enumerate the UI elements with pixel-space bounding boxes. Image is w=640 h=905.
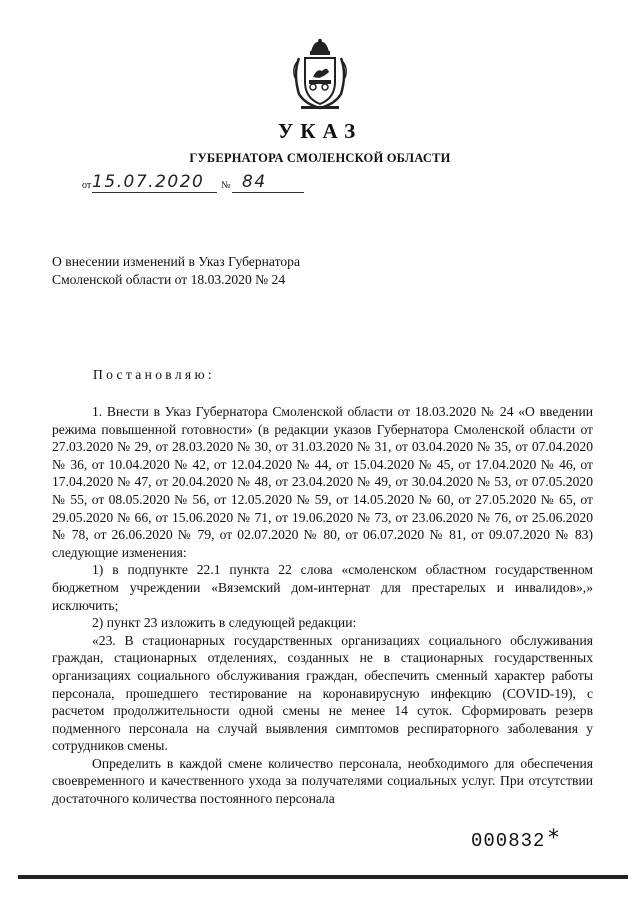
number-underline [232, 192, 304, 193]
paragraph: «23. В стационарных государственных организациях социального обслуживания граждан, стационарных отделениях, созданных не в стационарных государственных организациях социального обслуживания граждан, обеспечить сменный характер работы персонала, прошедшего тестирование на коронавирусную инфекцию (COVID-19), с расчетом продолжительности одной смены не менее 14 суток. Сформировать резерв подменного персонала на случай выявления симптомов респираторного заболевания у сотрудников смены. [52, 632, 593, 754]
paragraph: 2) пункт 23 изложить в следующей редакции: [92, 615, 357, 631]
page-edge-line [18, 875, 628, 879]
handwritten-date: 15.07.2020 [92, 172, 205, 192]
date-underline [92, 192, 217, 193]
document-issuer: ГУБЕРНАТОРА СМОЛЕНСКОЙ ОБЛАСТИ [189, 151, 451, 165]
document-title: УКАЗ [277, 119, 363, 143]
serial-mark: * [548, 826, 559, 851]
paragraph: 1. Внести в Указ Губернатора Смоленской области от 18.03.2020 № 24 «О введении режима повышенной готовности» (в редакции указов Губернатора Смоленской области от 27.03.2020 № 29, от 28.03.2020 № 30, от 31.03.2020 № 31, от 03.04.2020 № 35, от 07.04.2020 № 36, от 10.04.2020 № 42, от 12.04.2020 № 44, от 15.04.2020 № 45, от 17.04.2020 № 46, от 17.04.2020 № 47, от 20.04.2020 № 48, от 23.04.2020 № 49, от 30.04.2020 № 53, от 07.05.2020 № 55, от 08.05.2020 № 56, от 12.05.2020 № 59, от 14.05.2020 № 60, от 27.05.2020 № 65, от 29.05.2020 № 66, от 15.06.2020 № 71, от 19.06.2020 № 73, от 23.06.2020 № 76, от 25.06.2020 № 78, от 26.06.2020 № 79, от 02.07.2020 № 80, от 06.07.2020 № 81, от 09.07.2020 № 83) следующие изменения: [52, 404, 593, 560]
date-prefix: от [82, 180, 92, 191]
smolensk-coat-of-arms-icon [289, 38, 351, 112]
serial-number: 000832 [471, 830, 546, 852]
paragraph: 1) в подпункте 22.1 пункта 22 слова «смоленском областном государственном бюджетном учреждении «Вяземский дом-интернат для престарелых и инвалидов»,» исключить; [52, 562, 593, 613]
number-prefix: № [221, 180, 231, 191]
date-number-line [82, 171, 382, 197]
decree-word: Постановляю: [93, 367, 216, 382]
document-heading: О внесении изменений в Указ Губернатора Смоленской области от 18.03.2020 № 24 [52, 254, 300, 287]
paragraph: Определить в каждой смене количество персонала, необходимого для обеспечения своевременного и качественного ухода за получателями социальных услуг. При отсутствии достаточного количества постоянного персонала [52, 755, 593, 807]
handwritten-number: 84 [242, 172, 267, 192]
document-body [52, 403, 593, 808]
